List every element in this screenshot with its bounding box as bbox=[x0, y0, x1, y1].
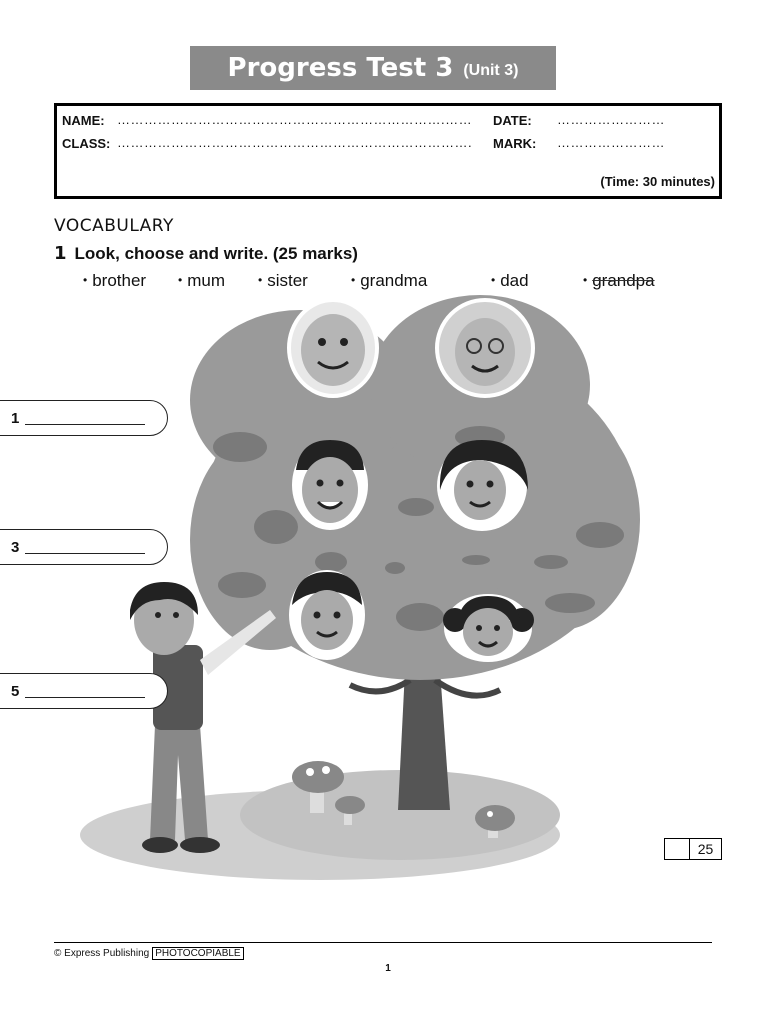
word-item bbox=[178, 271, 225, 291]
task-text: Look, choose and write. (25 marks) bbox=[74, 244, 358, 263]
word-text: brother bbox=[92, 271, 147, 290]
score-box bbox=[664, 838, 722, 860]
class-field[interactable]: ……………………………………………………………………. bbox=[117, 135, 473, 150]
grandma-face bbox=[437, 300, 533, 396]
word-item bbox=[491, 271, 529, 291]
page-number: 1 bbox=[385, 963, 391, 974]
answer-box-1[interactable] bbox=[0, 400, 168, 436]
word-text: mum bbox=[187, 271, 225, 290]
score-total: 25 bbox=[697, 841, 714, 857]
copyright-text: © Express Publishing bbox=[54, 948, 150, 959]
student-info-box bbox=[54, 103, 722, 199]
title-banner bbox=[190, 46, 556, 90]
bullet-icon: • bbox=[83, 273, 88, 287]
word-text: sister bbox=[267, 271, 308, 290]
answer-number: 5 bbox=[11, 682, 20, 700]
family-tree-illustration bbox=[0, 290, 768, 890]
bullet-icon: • bbox=[178, 273, 183, 287]
photocopiable-badge: PHOTOCOPIABLE bbox=[152, 947, 243, 960]
brother-face bbox=[289, 570, 365, 660]
tree-trunk bbox=[398, 670, 450, 810]
date-label: DATE: bbox=[493, 113, 532, 128]
task-instruction bbox=[54, 243, 358, 264]
class-label: CLASS: bbox=[62, 136, 111, 151]
mark-field[interactable]: …………………… bbox=[557, 135, 665, 150]
footer-divider bbox=[54, 942, 712, 943]
score-input[interactable] bbox=[665, 839, 690, 859]
name-label: NAME: bbox=[62, 113, 105, 128]
unit-label: (Unit 3) bbox=[463, 62, 519, 79]
bullet-icon: • bbox=[258, 273, 263, 287]
answer-line[interactable] bbox=[25, 685, 145, 698]
answer-line[interactable] bbox=[25, 541, 145, 554]
task-number: 1 bbox=[54, 243, 67, 264]
dad-face bbox=[292, 440, 368, 530]
bullet-icon: • bbox=[583, 273, 588, 287]
word-item-crossed bbox=[583, 271, 655, 291]
answer-number: 3 bbox=[11, 538, 20, 556]
word-item bbox=[83, 271, 146, 291]
section-heading: VOCABULARY bbox=[54, 216, 174, 236]
page-title: Progress Test 3 bbox=[227, 53, 454, 83]
bullet-icon: • bbox=[351, 273, 356, 287]
bullet-icon: • bbox=[491, 273, 496, 287]
word-item bbox=[258, 271, 308, 291]
time-note: (Time: 30 minutes) bbox=[600, 174, 715, 189]
answer-box-3[interactable] bbox=[0, 529, 168, 565]
answer-line[interactable] bbox=[25, 412, 145, 425]
mark-label: MARK: bbox=[493, 136, 537, 151]
footer-copyright bbox=[54, 948, 244, 959]
word-text: dad bbox=[500, 271, 529, 290]
name-field[interactable]: ……………………………………………………………….…… bbox=[117, 112, 473, 127]
date-field[interactable]: …………………… bbox=[557, 112, 665, 127]
word-text-example: grandpa bbox=[592, 271, 655, 290]
word-text: grandma bbox=[360, 271, 428, 290]
answer-number: 1 bbox=[11, 409, 20, 427]
answer-box-5[interactable] bbox=[0, 673, 168, 709]
grandpa-face bbox=[289, 300, 377, 396]
word-item bbox=[351, 271, 427, 291]
